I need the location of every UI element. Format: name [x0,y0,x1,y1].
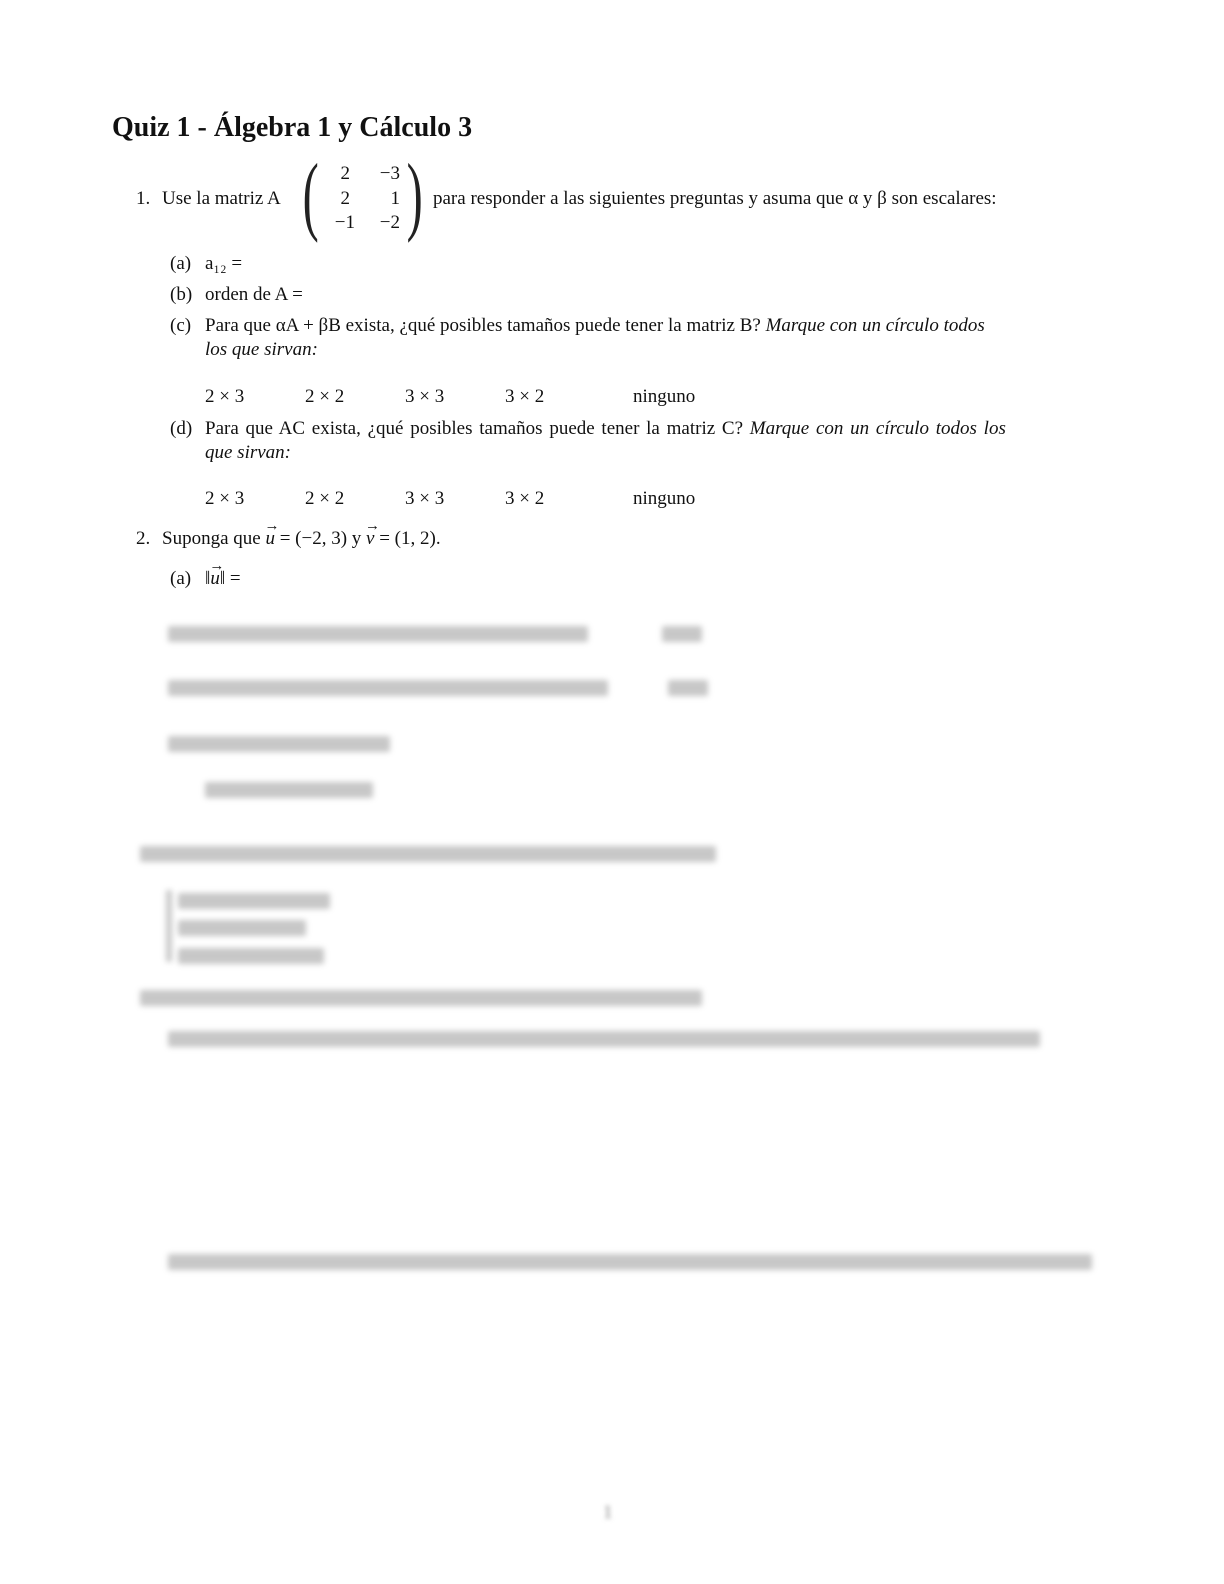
right-paren: ) [406,147,423,244]
q2a-label: (a) [170,568,192,589]
matrix-cell: −1 [334,212,355,233]
blurred-line [168,680,608,696]
option: 2 × 3 [205,488,245,509]
q1b-label: (b) [170,284,193,305]
page-number: 1 [603,1502,613,1523]
option: 2 × 3 [205,386,245,407]
blurred-line [168,626,588,642]
q1d-text: Para que AC exista, ¿qué posibles tamaños puede tener la matriz C? Marque con un círculo todos los [205,418,1006,439]
q2-text: Suponga que → u = (−2, 3) y → v = (1, 2). [162,528,441,550]
blurred-line [178,893,330,909]
left-paren: ( [302,147,319,244]
blurred-line [168,736,390,752]
q1-number: 1. [136,188,151,209]
matrix-cell: 1 [390,188,400,209]
q2a-text: ‖→ u‖ = [205,568,241,590]
blurred-line [205,782,373,798]
q1-rest: para responder a las siguientes preguntas y asuma que α y β son escalares: [433,188,997,209]
q1b-text: orden de A = [205,284,303,305]
option: ninguno [633,488,696,509]
option: 3 × 2 [505,488,545,509]
blurred-line [168,1254,1092,1270]
blurred-line [140,990,702,1006]
option: 2 × 2 [305,488,345,509]
q1-intro: Use la matriz A [162,188,281,209]
option: 3 × 2 [505,386,545,407]
blurred-line [178,920,306,936]
q1c-label: (c) [170,315,192,336]
option: 2 × 2 [305,386,345,407]
page-title: Quiz 1 - Álgebra 1 y Cálculo 3 [112,112,473,143]
q1a-label: (a) [170,253,192,274]
matrix-cell: −2 [379,212,400,233]
q1a-text: a₁₂ = [205,253,243,274]
blurred-line [178,948,324,964]
q1d-label: (d) [170,418,193,439]
blurred-line [168,1031,1040,1047]
q1d-text-2: que sirvan: [205,442,292,463]
blurred-brace [166,890,172,962]
q1c-text-2: los que sirvan: [205,339,318,360]
blurred-line [140,846,716,862]
blurred-line [668,680,708,696]
q1c-text: Para que αA + βB exista, ¿qué posibles tamaños puede tener la matriz B? Marque con un círculo todos [205,315,985,336]
q2-number: 2. [136,528,151,549]
option: 3 × 3 [405,488,445,509]
blurred-line [662,626,702,642]
matrix-cell: 2 [340,188,350,209]
matrix-cell: −3 [379,163,400,184]
option: 3 × 3 [405,386,445,407]
matrix-cell: 2 [340,163,350,184]
option: ninguno [633,386,696,407]
